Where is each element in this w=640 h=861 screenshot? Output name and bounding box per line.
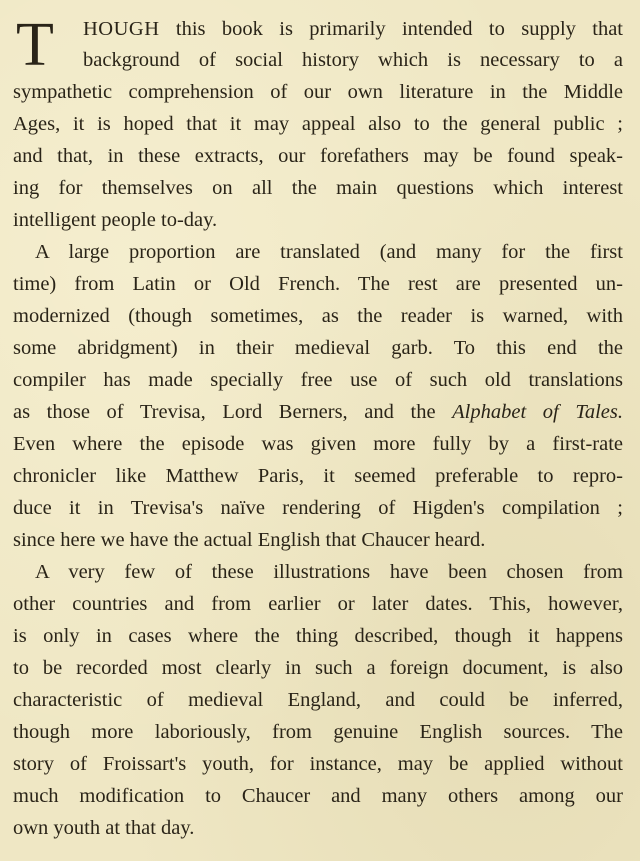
text-line: some abridgment) in their medieval garb. To this end the — [13, 337, 623, 359]
text-line: chronicler like Matthew Paris, it seemed preferable to repro- — [13, 465, 623, 487]
text-line: to be recorded most clearly in such a foreign document, is also — [13, 657, 623, 679]
text-line: much modification to Chaucer and many others among our — [13, 785, 623, 807]
text-line: intelligent people to-day. — [13, 209, 218, 231]
text-line: and that, in these extracts, our forefathers may be found speak- — [13, 145, 623, 167]
text-line: Even where the episode was given more fully by a first-rate — [13, 433, 623, 455]
text-line: since here we have the actual English that Chaucer heard. — [13, 529, 486, 551]
book-title-italic: Alphabet of Tales. — [452, 401, 623, 423]
text-line: time) from Latin or Old French. The rest are presented un- — [13, 273, 623, 295]
text-line: other countries and from earlier or later dates. This, however, — [13, 593, 623, 615]
text-line: ing for themselves on all the main questions which interest — [13, 177, 623, 199]
text-line: A large proportion are translated (and many for the first — [35, 241, 623, 263]
text-line: sympathetic comprehension of our own literature in the Middle — [13, 81, 623, 103]
text-line: is only in cases where the thing described, though it happens — [13, 625, 623, 647]
text-line: HOUGH this book is primarily intended to supply that — [83, 18, 623, 40]
text-line: characteristic of medieval England, and could be inferred, — [13, 689, 623, 711]
text-line: as those of Trevisa, Lord Berners, and the Alphabet of Tales. — [13, 401, 623, 423]
text-line: story of Froissart's youth, for instance, may be applied without — [13, 753, 623, 775]
text-line: A very few of these illustrations have been chosen from — [35, 561, 623, 583]
lead-word: HOUGH — [83, 18, 160, 40]
text-line: though more laboriously, from genuine English sources. The — [13, 721, 623, 743]
text-line: duce it in Trevisa's naïve rendering of Higden's compilation ; — [13, 497, 623, 519]
text-line: Ages, it is hoped that it may appeal also to the general public ; — [13, 113, 623, 135]
text-line: background of social history which is necessary to a — [83, 49, 623, 71]
drop-cap: T — [16, 11, 54, 79]
text-line: compiler has made specially free use of such old translations — [13, 369, 623, 391]
text-line: modernized (though sometimes, as the reader is warned, with — [13, 305, 623, 327]
text-line: own youth at that day. — [13, 817, 195, 839]
